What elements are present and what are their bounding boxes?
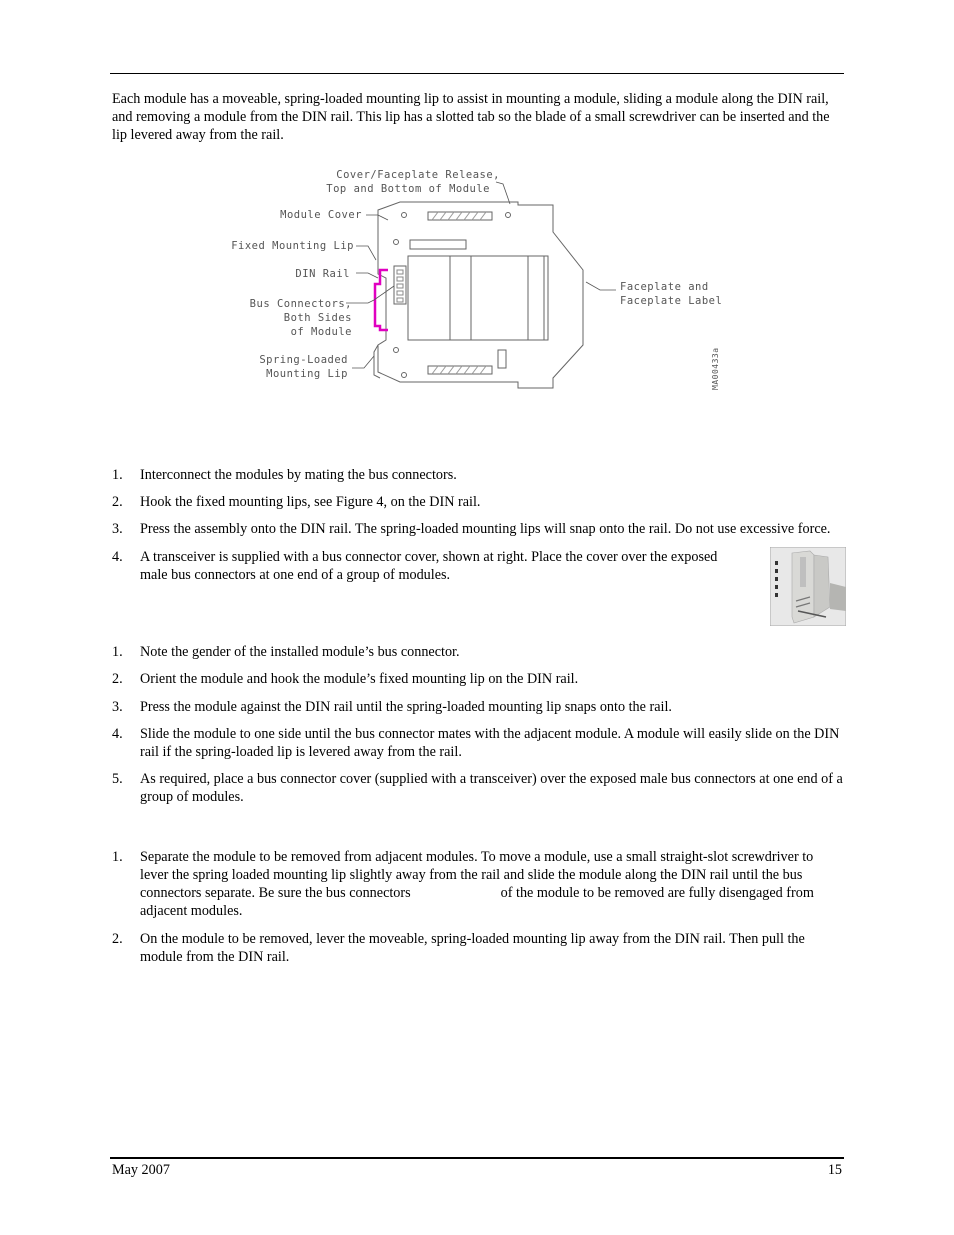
intro-paragraph: Each module has a moveable, spring-loaded mounting lip to assist in mounting a module, sliding a module along the DIN rail, and removing a module from the DIN rail. This lip has a slotted tab so the blade of a small screwdriver can be inserted and the lip levered away from the rail. <box>112 91 830 143</box>
label-bus-2: Both Sides <box>283 312 352 324</box>
bus-connector-cover-photo <box>770 547 846 626</box>
label-din-rail: DIN Rail <box>295 268 350 280</box>
module-diagram <box>228 160 728 400</box>
label-spring-2: Mounting Lip <box>266 368 348 380</box>
label-faceplate-1: Faceplate and <box>620 281 709 293</box>
list-item: 2. Orient the module and hook the module’s fixed mounting lip on the DIN rail. <box>112 671 579 687</box>
list-item: 2. On the module to be removed, lever the moveable, spring-loaded mounting lip away from the DIN rail. Then pull the module from the DIN rail. <box>112 931 805 965</box>
label-faceplate-2: Faceplate Label <box>620 295 723 307</box>
list-item: 4. A transceiver is supplied with a bus connector cover, shown at right. Place the cover over the exposed male bus connectors at one end of a group of modules. <box>112 549 718 583</box>
label-spring-1: Spring-Loaded <box>259 354 348 366</box>
list-item: 3. Press the module against the DIN rail until the spring-loaded mounting lip snaps onto the rail. <box>112 699 672 715</box>
list-item: 3. Press the assembly onto the DIN rail. The spring-loaded mounting lips will snap onto the rail. Do not use excessive force. <box>112 521 831 537</box>
mount-single-steps <box>112 643 844 806</box>
list-item: 1. Interconnect the modules by mating the bus connectors. <box>112 467 457 483</box>
label-bus-3: of Module <box>290 326 352 338</box>
footer-rule <box>110 1157 844 1159</box>
list-item: 1. Separate the module to be removed from adjacent modules. To move a module, use a small straight-slot screwdriver to lever the spring loaded mounting lip slightly away from the rail and slide the module along the DIN rail until the bus connectors separate. Be sure the bus connectors of the module to be removed are fully disengaged from adjacent modules. <box>112 849 814 919</box>
list-item: 5. As required, place a bus connector cover (supplied with a transceiver) over the exposed male bus connectors at one end of a group of modules. <box>112 771 843 805</box>
label-release-1: Cover/Faceplate Release, <box>336 169 500 181</box>
figure-code: MA00433a <box>711 347 720 390</box>
page-number: 15 <box>827 1162 842 1178</box>
label-release-2: Top and Bottom of Module <box>326 183 490 195</box>
label-fixed-lip: Fixed Mounting Lip <box>231 240 354 252</box>
label-module-cover: Module Cover <box>280 209 362 221</box>
remove-steps <box>112 848 844 966</box>
label-bus-1: Bus Connectors, <box>249 298 352 310</box>
list-item: 1. Note the gender of the installed module’s bus connector. <box>112 644 460 660</box>
footer-date: May 2007 <box>112 1162 170 1178</box>
header-rule <box>110 73 844 74</box>
list-item: 2. Hook the fixed mounting lips, see Figure 4, on the DIN rail. <box>112 494 481 510</box>
list-item: 4. Slide the module to one side until the bus connector mates with the adjacent module. A module will easily slide on the DIN rail if the spring-loaded lip is levered away from the rail. <box>112 726 840 760</box>
mount-group-steps <box>112 466 844 584</box>
